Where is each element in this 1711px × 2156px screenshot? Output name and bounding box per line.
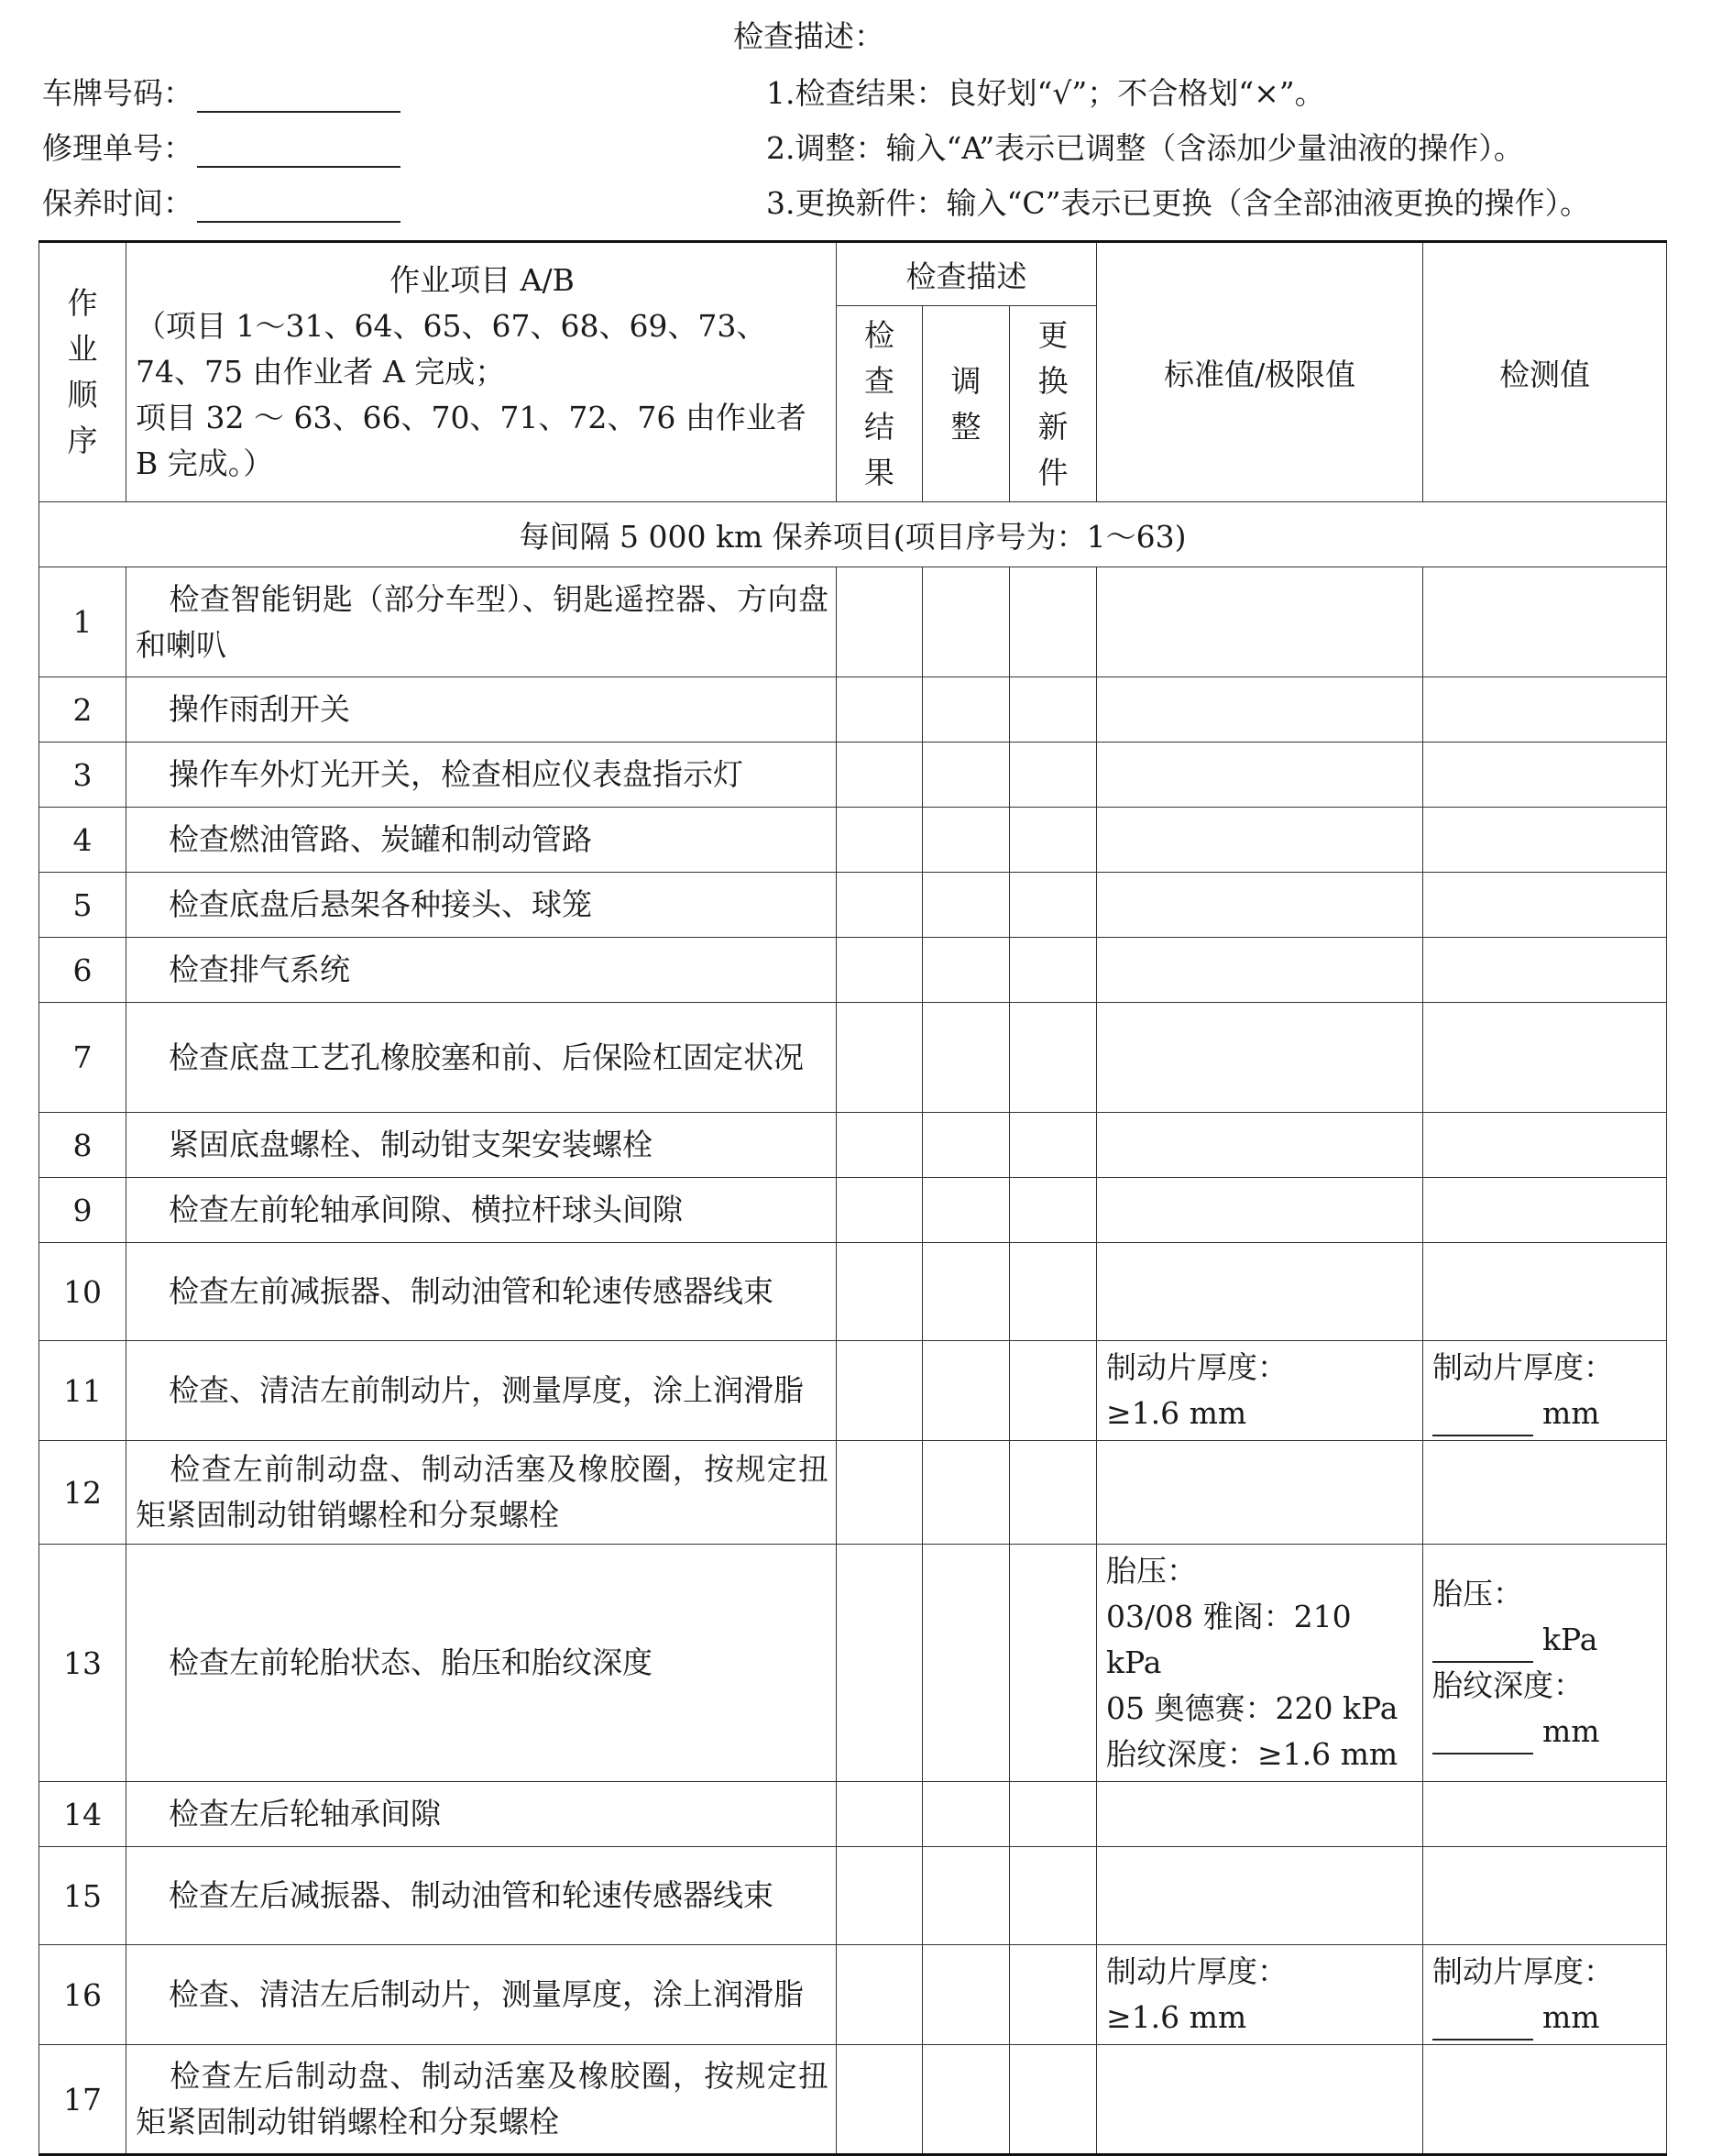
adjust-cell[interactable] [923, 1945, 1010, 2045]
row-item-text: 检查、清洁左前制动片，测量厚度，涂上润滑脂 [169, 1372, 804, 1408]
row-item [126, 808, 837, 873]
replace-cell[interactable] [1010, 1113, 1097, 1178]
result-cell[interactable] [837, 742, 923, 808]
standard-line: ≥1.6 mm [1106, 1999, 1247, 2035]
row-number: 12 [39, 1441, 126, 1545]
row-item-text: 检查左前减振器、制动油管和轮速传感器线束 [169, 1273, 773, 1309]
table-row [39, 1341, 1667, 1441]
row-number: 11 [39, 1341, 126, 1441]
result-cell[interactable] [837, 873, 923, 938]
replace-cell[interactable] [1010, 2045, 1097, 2155]
replace-cell[interactable] [1010, 1178, 1097, 1243]
standard-line: 03/08 雅阁：210 kPa [1106, 1599, 1352, 1680]
table-row [39, 1945, 1667, 2045]
table-body [39, 567, 1667, 2155]
replace-cell[interactable] [1010, 1545, 1097, 1782]
table-row [39, 938, 1667, 1003]
row-item [126, 1243, 837, 1341]
project-note-a: （项目 1～31、64、65、67、68、69、73、74、75 由作业者 A 完成； [136, 308, 767, 390]
row-item-text: 检查底盘后悬架各种接头、球笼 [169, 886, 592, 922]
standard-cell [1097, 1113, 1423, 1178]
replace-cell[interactable] [1010, 938, 1097, 1003]
service-time-blank[interactable] [197, 188, 400, 223]
measured-value-line[interactable] [1432, 1995, 1659, 2040]
standard-cell [1097, 1945, 1423, 2045]
row-item-text: 检查左前轮轴承间隙、横拉杆球头间隙 [169, 1192, 683, 1227]
maintenance-table [38, 240, 1667, 2156]
adjust-cell[interactable] [923, 742, 1010, 808]
plate-number-label: 车牌号码： [42, 75, 193, 111]
row-item-text: 检查排气系统 [169, 952, 350, 987]
measured-cell[interactable] [1423, 1945, 1667, 2045]
standard-cell [1097, 1441, 1423, 1545]
standard-cell [1097, 742, 1423, 808]
result-cell[interactable] [837, 1113, 923, 1178]
adjust-cell[interactable] [923, 1178, 1010, 1243]
row-item [126, 1113, 837, 1178]
measured-cell[interactable] [1423, 808, 1667, 873]
measured-cell[interactable] [1423, 1003, 1667, 1113]
replace-cell[interactable] [1010, 1243, 1097, 1341]
row-item-text: 检查燃油管路、炭罐和制动管路 [169, 821, 592, 857]
result-cell[interactable] [837, 2045, 923, 2155]
measured-cell[interactable] [1423, 1341, 1667, 1441]
repair-order-label: 修理单号： [42, 130, 193, 166]
service-time-field[interactable] [42, 180, 400, 223]
table-row [39, 742, 1667, 808]
table-row [39, 1847, 1667, 1945]
row-item [126, 1003, 837, 1113]
measured-cell[interactable] [1423, 1847, 1667, 1945]
standard-line: 胎纹深度：≥1.6 mm [1106, 1736, 1398, 1772]
table-row [39, 1178, 1667, 1243]
project-title: 作业项目 A/B [389, 262, 575, 298]
row-number: 4 [39, 808, 126, 873]
replace-cell[interactable] [1010, 567, 1097, 677]
standard-cell [1097, 567, 1423, 677]
row-item-text: 操作车外灯光开关，检查相应仪表盘指示灯 [169, 756, 743, 792]
standard-line: 制动片厚度： [1106, 1349, 1289, 1385]
standard-cell [1097, 1545, 1423, 1782]
row-item [126, 1178, 837, 1243]
note-replace: 3.更换新件：输入“C”表示已更换（含全部油液更换的操作）。 [766, 185, 1590, 221]
measured-unit: mm [1542, 1999, 1600, 2035]
col-header-adjust: 调 整 [923, 306, 1010, 502]
row-number: 1 [39, 567, 126, 677]
replace-cell[interactable] [1010, 1441, 1097, 1545]
repair-order-blank[interactable] [197, 133, 400, 168]
row-item [126, 2045, 837, 2155]
col-header-sequence: 作 业 顺 序 [39, 242, 126, 502]
standard-cell [1097, 1003, 1423, 1113]
row-item-text: 检查左前轮胎状态、胎压和胎纹深度 [169, 1644, 653, 1680]
row-number: 13 [39, 1545, 126, 1782]
replace-cell[interactable] [1010, 1003, 1097, 1113]
standard-cell [1097, 1243, 1423, 1341]
adjust-cell[interactable] [923, 1782, 1010, 1847]
measured-blank[interactable] [1432, 1402, 1533, 1436]
table-row [39, 1113, 1667, 1178]
plate-number-field[interactable] [42, 70, 400, 113]
note-result: 1.检查结果：良好划“√”；不合格划“×”。 [766, 75, 1325, 111]
row-number: 10 [39, 1243, 126, 1341]
measured-value-line[interactable] [1432, 1391, 1659, 1436]
measured-cell[interactable] [1423, 1782, 1667, 1847]
row-number: 5 [39, 873, 126, 938]
col-header-result: 检 查 结 果 [837, 306, 923, 502]
standard-cell [1097, 677, 1423, 742]
row-number: 15 [39, 1847, 126, 1945]
col-header-standard: 标准值/极限值 [1097, 242, 1423, 502]
plate-number-blank[interactable] [197, 78, 400, 113]
result-cell[interactable] [837, 1441, 923, 1545]
row-item-text: 检查、清洁左后制动片，测量厚度，涂上润滑脂 [169, 1976, 804, 2012]
result-cell[interactable] [837, 1782, 923, 1847]
replace-cell[interactable] [1010, 742, 1097, 808]
row-number: 8 [39, 1113, 126, 1178]
replace-cell[interactable] [1010, 1782, 1097, 1847]
adjust-cell[interactable] [923, 677, 1010, 742]
table-row [39, 1441, 1667, 1545]
result-cell[interactable] [837, 1341, 923, 1441]
measured-cell[interactable] [1423, 2045, 1667, 2155]
measured-cell[interactable] [1423, 1545, 1667, 1782]
row-item-text: 紧固底盘螺栓、制动钳支架安装螺栓 [169, 1127, 653, 1162]
measured-cell[interactable] [1423, 873, 1667, 938]
adjust-cell[interactable] [923, 567, 1010, 677]
adjust-cell[interactable] [923, 873, 1010, 938]
row-number: 7 [39, 1003, 126, 1113]
measured-cell[interactable] [1423, 1178, 1667, 1243]
standard-cell [1097, 2045, 1423, 2155]
row-item-text: 操作雨刮开关 [169, 691, 350, 727]
adjust-cell[interactable] [923, 1243, 1010, 1341]
form-header [0, 0, 1711, 238]
measured-blank[interactable] [1432, 2006, 1533, 2040]
replace-cell[interactable] [1010, 1945, 1097, 2045]
table-row [39, 677, 1667, 742]
table-row [39, 1782, 1667, 1847]
row-number: 6 [39, 938, 126, 1003]
row-item [126, 938, 837, 1003]
table-row [39, 2045, 1667, 2155]
standard-cell [1097, 1847, 1423, 1945]
table-row [39, 808, 1667, 873]
replace-cell[interactable] [1010, 677, 1097, 742]
result-cell[interactable] [837, 1847, 923, 1945]
standard-cell [1097, 873, 1423, 938]
measured-cell[interactable] [1423, 677, 1667, 742]
adjust-cell[interactable] [923, 1113, 1010, 1178]
measured-unit: mm [1542, 1395, 1600, 1431]
measured-label: 制动片厚度： [1432, 1349, 1615, 1385]
note-adjust: 2.调整：输入“A”表示已调整（含添加少量油液的操作）。 [766, 130, 1524, 166]
standard-cell [1097, 1178, 1423, 1243]
replace-cell[interactable] [1010, 1341, 1097, 1441]
col-header-description: 检查描述 [837, 242, 1097, 306]
result-cell[interactable] [837, 938, 923, 1003]
table-row [39, 873, 1667, 938]
description-title: 检查描述： [733, 18, 884, 54]
result-cell[interactable] [837, 1243, 923, 1341]
adjust-cell[interactable] [923, 938, 1010, 1003]
adjust-cell[interactable] [923, 1341, 1010, 1441]
replace-cell[interactable] [1010, 873, 1097, 938]
col-header-measured: 检测值 [1423, 242, 1667, 502]
measured-cell[interactable] [1423, 567, 1667, 677]
row-number: 3 [39, 742, 126, 808]
row-number: 2 [39, 677, 126, 742]
row-item [126, 742, 837, 808]
measured-label: 胎压： [1432, 1576, 1524, 1612]
col-header-project [126, 242, 837, 502]
adjust-cell[interactable] [923, 2045, 1010, 2155]
repair-order-field[interactable] [42, 125, 400, 168]
row-item [126, 1945, 837, 2045]
measured-cell[interactable] [1423, 938, 1667, 1003]
adjust-cell[interactable] [923, 1003, 1010, 1113]
measured-value-line[interactable] [1432, 1617, 1659, 1663]
measured-blank[interactable] [1432, 1628, 1533, 1663]
table-row [39, 567, 1667, 677]
standard-line: 05 奥德赛：220 kPa [1106, 1690, 1398, 1726]
row-number: 17 [39, 2045, 126, 2155]
result-cell[interactable] [837, 1003, 923, 1113]
project-note-b: 项目 32 ～ 63、66、70、71、72、76 由作业者 B 完成。） [136, 400, 806, 481]
replace-cell[interactable] [1010, 1847, 1097, 1945]
row-item-text: 检查智能钥匙（部分车型）、钥匙遥控器、方向盘和喇叭 [136, 580, 828, 663]
measured-cell[interactable] [1423, 742, 1667, 808]
row-number: 16 [39, 1945, 126, 2045]
standard-cell [1097, 938, 1423, 1003]
row-item [126, 1847, 837, 1945]
row-item [126, 567, 837, 677]
adjust-cell[interactable] [923, 1545, 1010, 1782]
row-item [126, 1545, 837, 1782]
row-item [126, 1341, 837, 1441]
row-item-text: 检查左前制动盘、制动活塞及橡胶圈，按规定扭矩紧固制动钳销螺栓和分泵螺栓 [136, 1451, 828, 1533]
measured-blank[interactable] [1432, 1720, 1533, 1754]
row-item-text: 检查底盘工艺孔橡胶塞和前、后保险杠固定状况 [169, 1039, 804, 1075]
row-item-text: 检查左后减振器、制动油管和轮速传感器线束 [169, 1877, 773, 1913]
measured-label: 制动片厚度： [1432, 1953, 1615, 1989]
row-item [126, 873, 837, 938]
service-time-label: 保养时间： [42, 185, 193, 221]
adjust-cell[interactable] [923, 1441, 1010, 1545]
adjust-cell[interactable] [923, 808, 1010, 873]
measured-unit: kPa [1542, 1622, 1598, 1657]
row-item [126, 1441, 837, 1545]
standard-line: 制动片厚度： [1106, 1953, 1289, 1989]
result-cell[interactable] [837, 808, 923, 873]
table-row [39, 1003, 1667, 1113]
standard-line: 胎压： [1106, 1553, 1198, 1589]
replace-cell[interactable] [1010, 808, 1097, 873]
measured-unit: mm [1542, 1713, 1600, 1749]
result-cell[interactable] [837, 1945, 923, 2045]
standard-line: ≥1.6 mm [1106, 1395, 1247, 1431]
measured-cell[interactable] [1423, 1441, 1667, 1545]
result-cell[interactable] [837, 567, 923, 677]
row-item [126, 677, 837, 742]
row-number: 9 [39, 1178, 126, 1243]
measured-cell[interactable] [1423, 1243, 1667, 1341]
standard-cell [1097, 808, 1423, 873]
table-row [39, 1545, 1667, 1782]
col-header-replace: 更 换 新 件 [1010, 306, 1097, 502]
measured-cell[interactable] [1423, 1113, 1667, 1178]
row-item-text: 检查左后轮轴承间隙 [169, 1796, 441, 1832]
standard-cell [1097, 1341, 1423, 1441]
result-cell[interactable] [837, 1178, 923, 1243]
row-item [126, 1782, 837, 1847]
adjust-cell[interactable] [923, 1847, 1010, 1945]
result-cell[interactable] [837, 677, 923, 742]
measured-value-line[interactable] [1432, 1709, 1659, 1754]
standard-cell [1097, 1782, 1423, 1847]
table-row [39, 1243, 1667, 1341]
section-title: 每间隔 5 000 km 保养项目(项目序号为：1～63) [39, 502, 1667, 567]
row-number: 14 [39, 1782, 126, 1847]
measured-label: 胎纹深度： [1432, 1667, 1585, 1703]
row-item-text: 检查左后制动盘、制动活塞及橡胶圈，按规定扭矩紧固制动钳销螺栓和分泵螺栓 [136, 2058, 828, 2140]
result-cell[interactable] [837, 1545, 923, 1782]
